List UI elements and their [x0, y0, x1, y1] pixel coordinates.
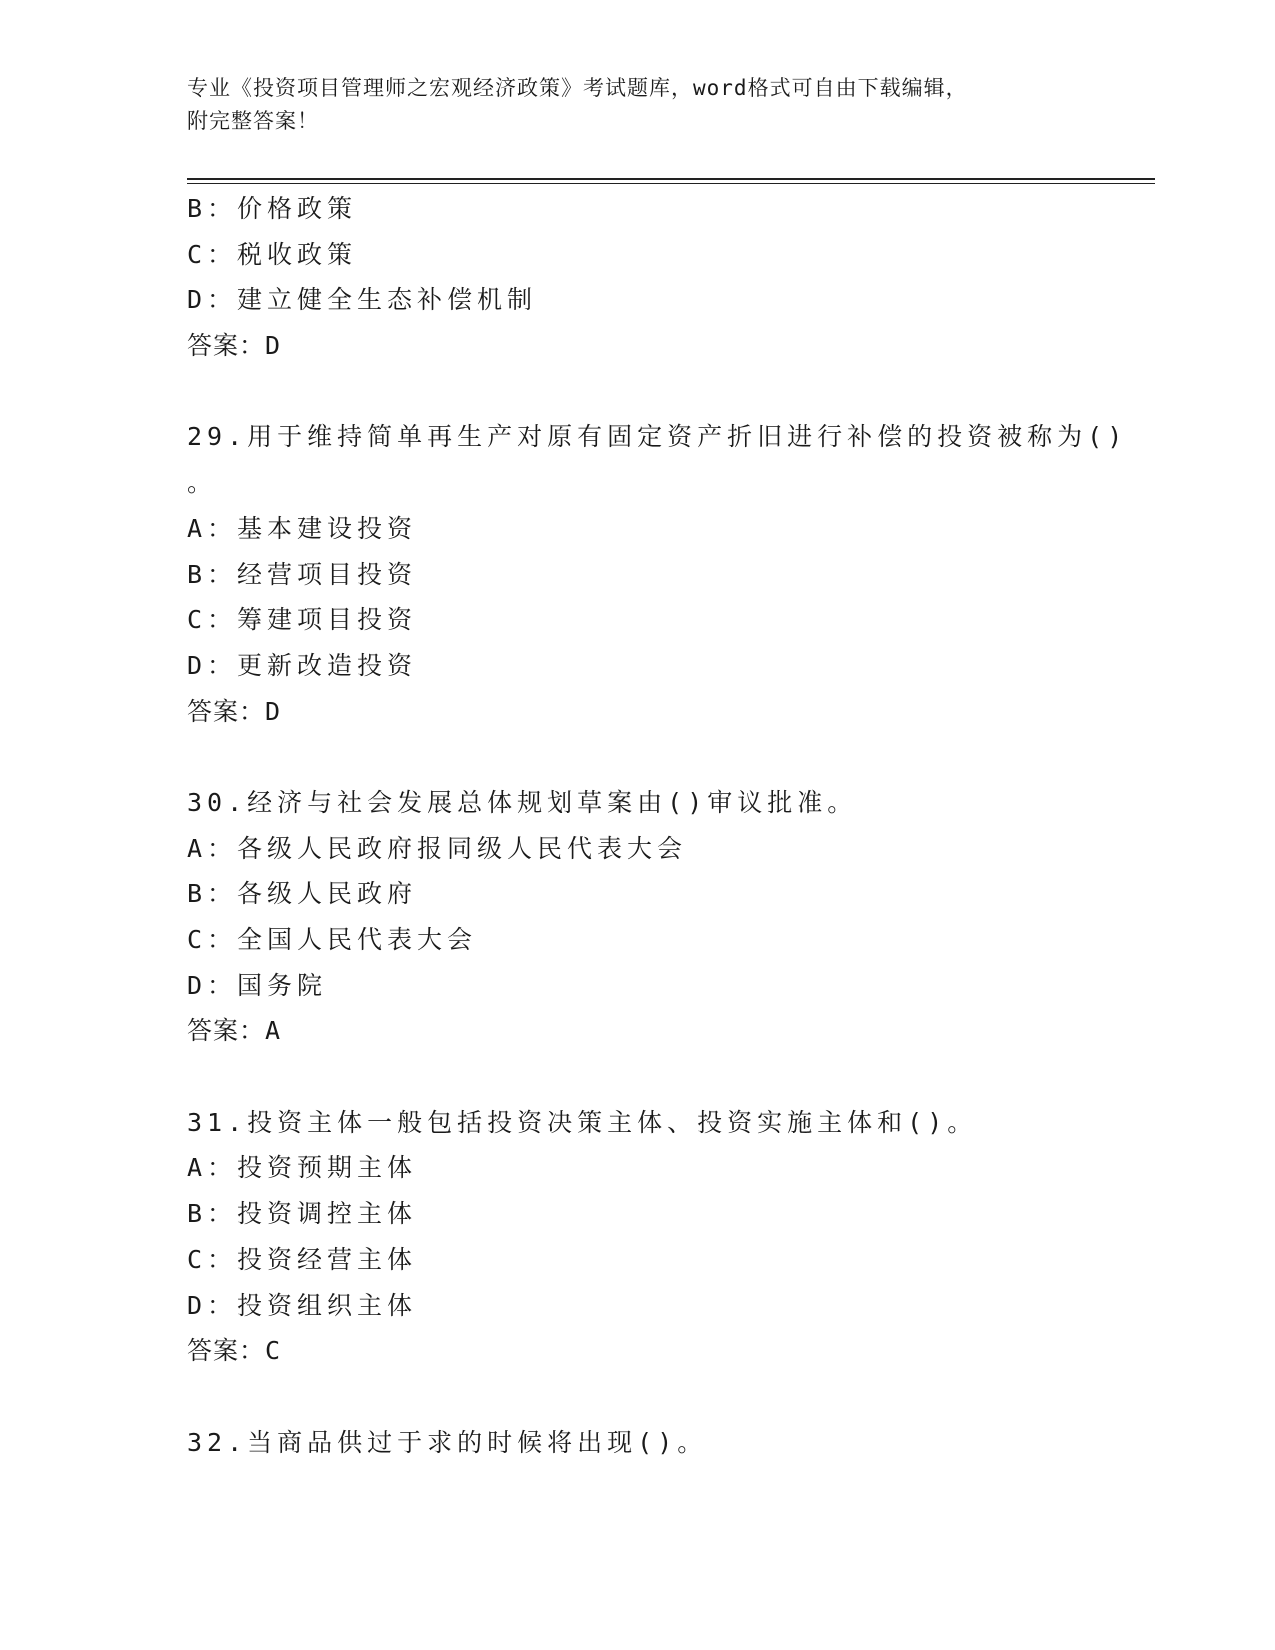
- header-line-1: 专业《投资项目管理师之宏观经济政策》考试题库，word格式可自由下载编辑，: [187, 76, 968, 100]
- spacer: [187, 369, 1087, 415]
- option-c: C：全国人民代表大会: [187, 925, 478, 954]
- option-d: D：投资组织主体: [187, 1290, 418, 1320]
- answer-line: 答案：D: [187, 696, 282, 726]
- option-d: D：更新改造投资: [187, 650, 418, 680]
- question-block-29: [187, 414, 1128, 734]
- option-d: D：建立健全生态补偿机制: [187, 285, 538, 315]
- spacer: [187, 1054, 1087, 1100]
- option-a: A：各级人民政府报同级人民代表大会: [187, 833, 688, 863]
- option-b: B：投资调控主体: [187, 1199, 418, 1229]
- question-stem: 32.当商品供过于求的时候将出现()。: [187, 1427, 708, 1457]
- option-d: D：国务院: [187, 970, 328, 1000]
- option-b: B：各级人民政府: [187, 879, 418, 909]
- question-block-30: [187, 780, 1087, 1054]
- question-block-32: [187, 1420, 1087, 1466]
- header-line-2: 附完整答案！: [187, 109, 319, 133]
- answer-line: 答案：D: [187, 331, 282, 361]
- question-list: [187, 186, 1128, 1465]
- header-rule-thin: [187, 183, 1155, 184]
- question-stem-continuation: 。: [187, 468, 218, 498]
- header-rule-thick: [187, 178, 1155, 180]
- option-a: A：基本建设投资: [187, 513, 418, 543]
- question-stem: 30.经济与社会发展总体规划草案由()审议批准。: [187, 787, 858, 817]
- option-b: B：经营项目投资: [187, 559, 418, 589]
- option-b: B：价格政策: [187, 194, 358, 223]
- spacer: [187, 734, 1087, 780]
- answer-line: 答案：A: [187, 1016, 282, 1046]
- question-block-28: [187, 186, 1087, 369]
- option-c: C：筹建项目投资: [187, 605, 418, 635]
- question-stem: 31.投资主体一般包括投资决策主体、投资实施主体和()。: [187, 1107, 978, 1137]
- document-header: [187, 72, 1067, 138]
- option-c: C：投资经营主体: [187, 1244, 418, 1274]
- spacer: [187, 1374, 1087, 1420]
- option-a: A：投资预期主体: [187, 1153, 418, 1183]
- answer-line: 答案：C: [187, 1336, 282, 1366]
- option-c: C：税收政策: [187, 239, 358, 269]
- question-block-31: [187, 1100, 1087, 1374]
- question-stem: 29.用于维持简单再生产对原有固定资产折旧进行补偿的投资被称为(): [187, 422, 1128, 452]
